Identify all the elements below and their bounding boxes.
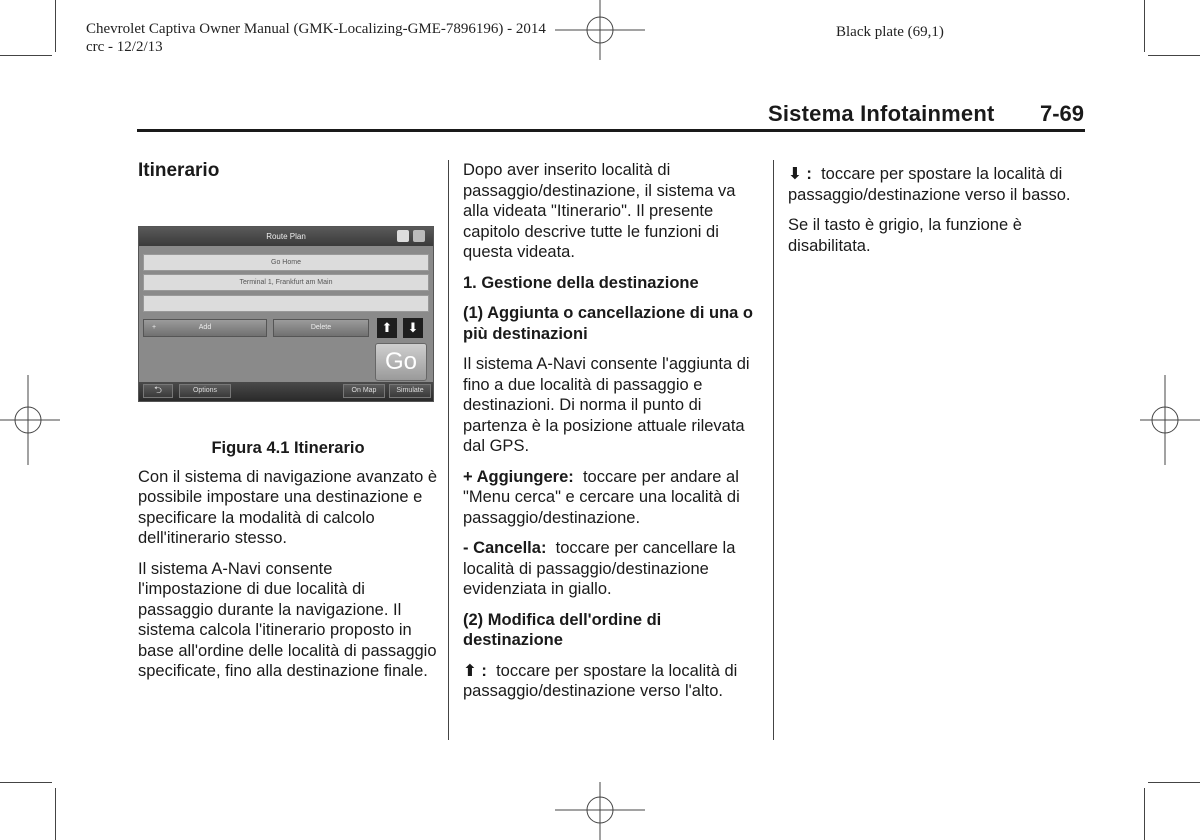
nav-options-button: Options [179, 384, 231, 398]
nav-on-map-button: On Map [343, 384, 385, 398]
add-label: + Aggiungere: [463, 467, 574, 486]
registration-mark-bottom [555, 782, 645, 840]
nav-go-button: Go [375, 343, 427, 381]
black-plate-label: Black plate (69,1) [836, 24, 944, 40]
nav-route-row-3 [143, 295, 429, 312]
crop-mark [1144, 0, 1145, 52]
paragraph-delete [463, 538, 763, 600]
crop-mark [1148, 55, 1200, 56]
crop-mark [1144, 788, 1145, 840]
column-divider [773, 160, 774, 740]
nav-delete-label: Delete [310, 324, 332, 331]
column-1 [138, 161, 438, 182]
delete-label: - Cancella: [463, 539, 547, 557]
up-text: toccare per spostare la località di passaggio/destinazione verso l'alto. [463, 661, 738, 700]
column-divider [448, 160, 449, 740]
down-text: toccare per spostare la località di passaggio/destinazione verso il basso. [788, 165, 1071, 204]
nav-title-bar [139, 227, 433, 246]
paragraph-down [788, 164, 1084, 205]
column-1-body [138, 438, 438, 692]
down-arrow-icon: ⬇ [403, 318, 423, 338]
nav-add-label: Add [198, 324, 212, 331]
crop-mark [0, 55, 52, 56]
nav-route-row-1: Go Home [143, 254, 429, 271]
down-arrow-icon: ⬇ [788, 165, 802, 183]
crop-mark [55, 788, 56, 840]
subheading: (2) Modifica dell'ordine di destinazione [463, 610, 662, 649]
crop-mark [0, 782, 52, 783]
paragraph-up [463, 661, 763, 702]
paragraph: Dopo aver inserito località di passaggio/destinazione, il sistema va alla videata "Itinerario". Il presente capitolo descrive tutte le funzioni di questa videata. [463, 161, 736, 261]
paragraph: Con il sistema di navigazione avanzato è possibile impostare una destinazione e specificare la modalità di calcolo dell'itinerario stesso. [138, 467, 438, 547]
column-3 [788, 164, 1084, 266]
up-arrow-icon: ⬆ [463, 661, 477, 680]
paragraph: Il sistema A-Navi consente l'aggiunta di fino a due località di passaggio e destinazioni. Di norma il punto di partenza è la posizione attuale rilevata dal GPS. [463, 355, 750, 455]
subheading: 1. Gestione della destinazione [463, 273, 699, 292]
header-rule [137, 129, 1085, 132]
plate-info [86, 20, 546, 56]
back-icon: ⮌ [143, 384, 173, 398]
nav-simulate-button: Simulate [389, 384, 431, 398]
delete-text: toccare per cancellare la località di passaggio/destinazione evidenziata in giallo. [463, 539, 736, 598]
paragraph-add [463, 467, 763, 529]
colon: : [481, 661, 487, 680]
paragraph: Il sistema A-Navi consente l'impostazione di due località di passaggio durante la navigazione. Il sistema calcola l'itinerario proposto in base all'ordine delle località di passaggio specificate, fino alla destinazione finale. [138, 559, 437, 680]
crop-mark [1148, 782, 1200, 783]
crop-mark [55, 0, 56, 52]
registration-mark-right [1140, 375, 1200, 465]
map-icon [397, 230, 409, 242]
nav-delete-button [273, 319, 369, 337]
heading-itinerario: Itinerario [138, 160, 220, 181]
add-text: toccare per andare al "Menu cerca" e cercare una località di passaggio/destinazione. [463, 467, 740, 527]
wrench-icon [413, 230, 425, 242]
registration-mark-top [555, 0, 645, 60]
column-2 [463, 160, 763, 712]
plate-info-line2: crc - 12/2/13 [86, 39, 163, 55]
plus-icon: + [152, 324, 157, 331]
section-title: Sistema Infotainment [768, 101, 995, 126]
nav-add-button [143, 319, 267, 337]
page-number: 7-69 [1040, 101, 1085, 126]
nav-title: Route Plan [266, 232, 306, 241]
paragraph: Se il tasto è grigio, la funzione è disabilitata. [788, 216, 1022, 255]
subheading: (1) Aggiunta o cancellazione di una o più destinazioni [463, 304, 753, 343]
figure-caption: Figura 4.1 Itinerario [211, 439, 365, 457]
colon: : [806, 165, 812, 183]
plate-info-line1: Chevrolet Captiva Owner Manual (GMK-Localizing-GME-7896196) - 2014 [86, 21, 546, 37]
nav-bottom-bar [139, 382, 433, 401]
nav-route-row-2: Terminal 1, Frankfurt am Main [143, 274, 429, 291]
figure-route-plan-screen [138, 226, 434, 402]
up-arrow-icon: ⬆ [377, 318, 397, 338]
registration-mark-left [0, 375, 60, 465]
